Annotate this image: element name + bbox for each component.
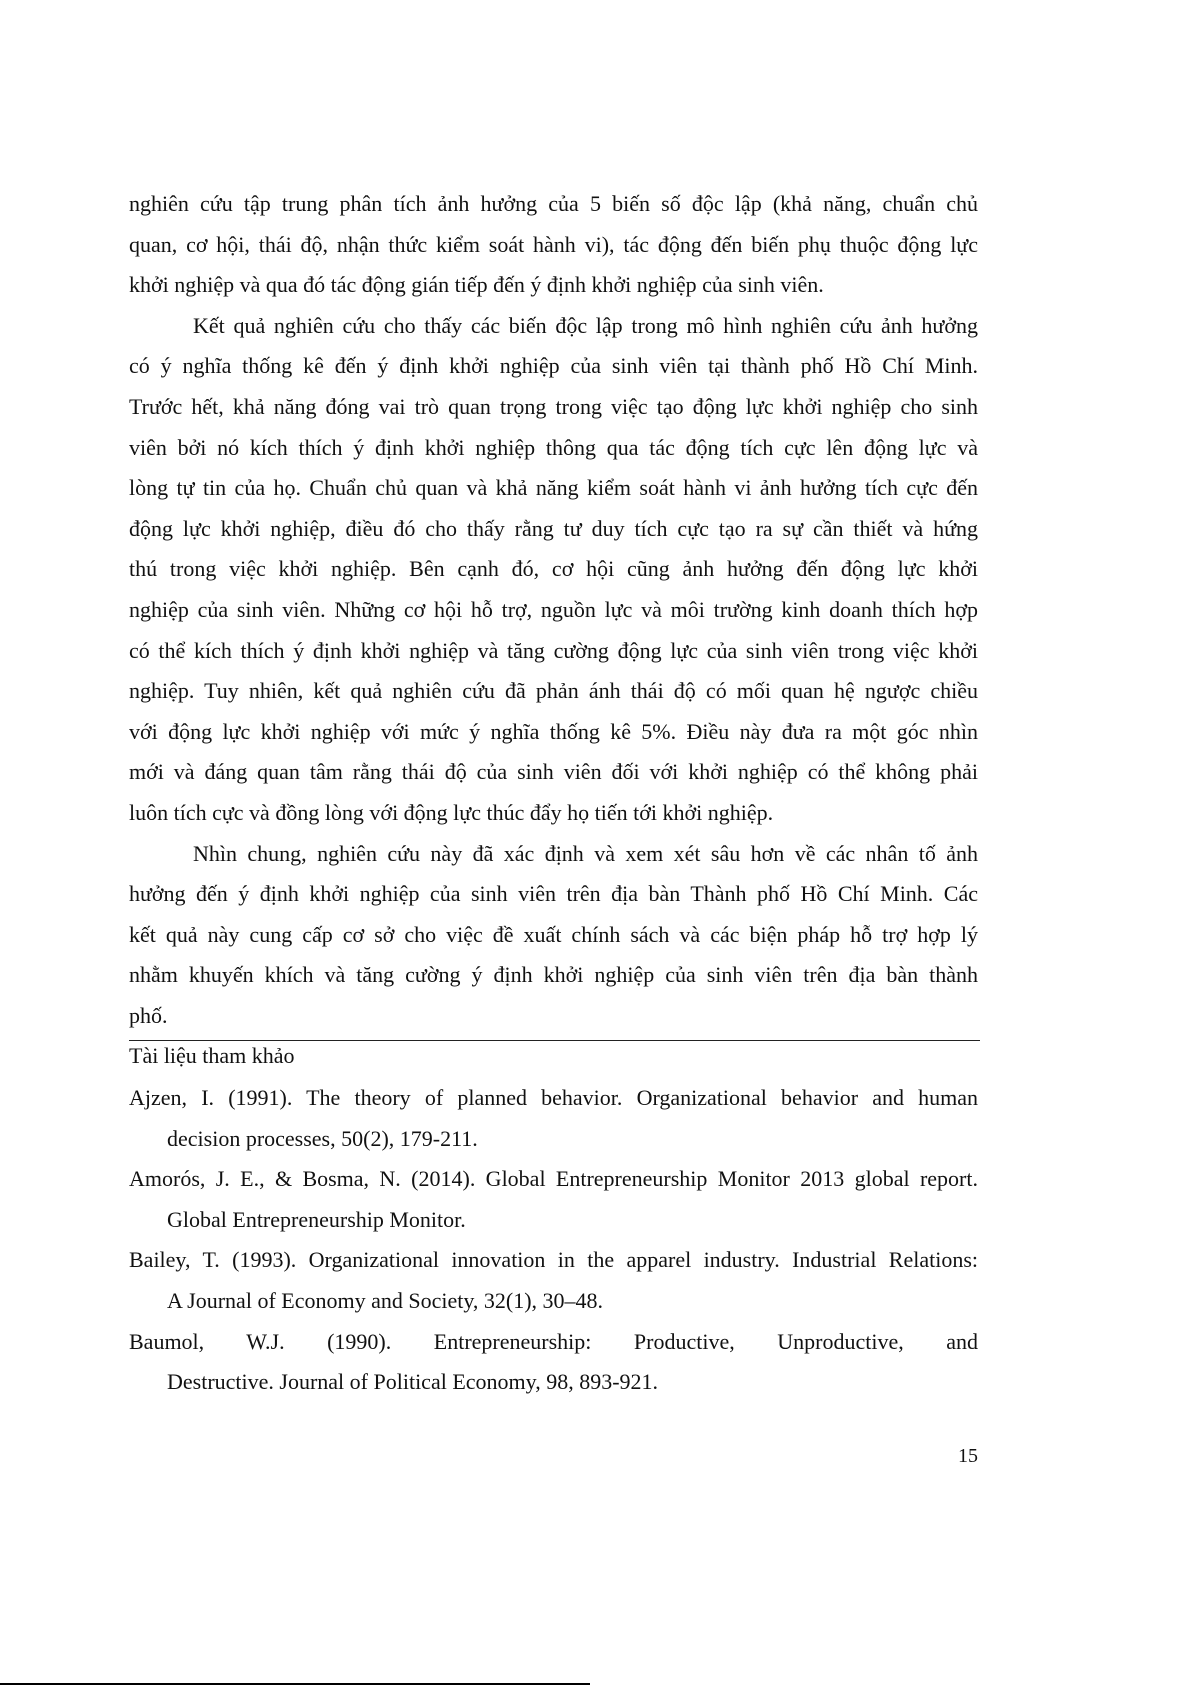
paragraph bbox=[129, 306, 978, 834]
text-line: mới và đáng quan tâm rằng thái độ của sinh viên đối với khởi nghiệp có thể không phải bbox=[129, 759, 978, 785]
text-line: nghiên cứu tập trung phân tích ảnh hưởng của 5 biến số độc lập (khả năng, chuẩn chủ bbox=[129, 191, 978, 216]
text-line: phố. bbox=[129, 1002, 168, 1028]
reference-line: decision processes, 50(2), 179-211. bbox=[167, 1125, 478, 1151]
text-line: có thể kích thích ý định khởi nghiệp và tăng cường động lực của sinh viên trong việc khởi bbox=[129, 637, 978, 663]
text-line: Trước hết, khả năng đóng vai trò quan trọng trong việc tạo động lực khởi nghiệp cho sinh bbox=[129, 393, 978, 419]
text-line: Kết quả nghiên cứu cho thấy các biến độc lập trong mô hình nghiên cứu ảnh hưởng bbox=[193, 312, 978, 338]
paragraph bbox=[129, 834, 978, 1037]
reference-line: A Journal of Economy and Society, 32(1), 30–48. bbox=[167, 1287, 604, 1313]
reference-line: Destructive. Journal of Political Economy, 98, 893-921. bbox=[167, 1369, 659, 1395]
text-line: khởi nghiệp và qua đó tác động gián tiếp đến ý định khởi nghiệp của sinh viên. bbox=[129, 272, 824, 298]
text-line: kết quả này cung cấp cơ sở cho việc đề xuất chính sách và các biện pháp hỗ trợ hợp lý bbox=[129, 921, 978, 947]
text-line: thú trong việc khởi nghiệp. Bên cạnh đó, cơ hội cũng ảnh hưởng đến động lực khởi bbox=[129, 556, 978, 582]
reference-line: Baumol, W.J. (1990). Entrepreneurship: Productive, Unproductive, and bbox=[129, 1328, 978, 1354]
reference-line: Ajzen, I. (1991). The theory of planned behavior. Organizational behavior and human bbox=[129, 1085, 978, 1110]
references-list bbox=[129, 1078, 978, 1403]
body-text bbox=[129, 184, 978, 1036]
reference-item bbox=[129, 1078, 978, 1159]
page-number: 15 bbox=[958, 1445, 978, 1467]
paragraph bbox=[129, 184, 978, 306]
text-line: nghiệp của sinh viên. Những cơ hội hỗ trợ, nguồn lực và môi trường kinh doanh thích hợp bbox=[129, 596, 978, 622]
text-line: viên bởi nó kích thích ý định khởi nghiệp thông qua tác động tích cực lên động lực và bbox=[129, 434, 978, 460]
reference-line: Global Entrepreneurship Monitor. bbox=[167, 1206, 466, 1232]
text-line: Nhìn chung, nghiên cứu này đã xác định và xem xét sâu hơn về các nhân tố ảnh bbox=[193, 840, 978, 866]
text-line: nghiệp. Tuy nhiên, kết quả nghiên cứu đã phản ánh thái độ có mối quan hệ ngược chiều bbox=[129, 678, 978, 704]
text-line: lòng tự tin của họ. Chuẩn chủ quan và khả năng kiểm soát hành vi ảnh hưởng tích cực đến bbox=[129, 475, 978, 501]
text-line: nhằm khuyến khích và tăng cường ý định khởi nghiệp của sinh viên trên địa bàn thành bbox=[129, 962, 978, 988]
reference-line: Amorós, J. E., & Bosma, N. (2014). Global Entrepreneurship Monitor 2013 global report. bbox=[129, 1166, 978, 1192]
reference-item bbox=[129, 1322, 978, 1403]
text-line: với động lực khởi nghiệp với mức ý nghĩa thống kê 5%. Điều này đưa ra một góc nhìn bbox=[129, 718, 978, 744]
references-heading: Tài liệu tham khảo bbox=[129, 1043, 295, 1068]
text-line: hưởng đến ý định khởi nghiệp của sinh viên trên địa bàn Thành phố Hồ Chí Minh. Các bbox=[129, 881, 978, 907]
reference-line: Bailey, T. (1993). Organizational innovation in the apparel industry. Industrial Relations: bbox=[129, 1247, 978, 1273]
reference-item bbox=[129, 1240, 978, 1321]
text-line: luôn tích cực và đồng lòng với động lực thúc đẩy họ tiến tới khởi nghiệp. bbox=[129, 799, 774, 825]
text-line: quan, cơ hội, thái độ, nhận thức kiểm soát hành vi), tác động đến biến phụ thuộc động lực bbox=[129, 231, 978, 257]
text-line: có ý nghĩa thống kê đến ý định khởi nghiệp của sinh viên tại thành phố Hồ Chí Minh. bbox=[129, 353, 978, 379]
text-line: động lực khởi nghiệp, điều đó cho thấy rằng tư duy tích cực tạo ra sự cần thiết và hứng bbox=[129, 515, 978, 541]
reference-item bbox=[129, 1159, 978, 1240]
